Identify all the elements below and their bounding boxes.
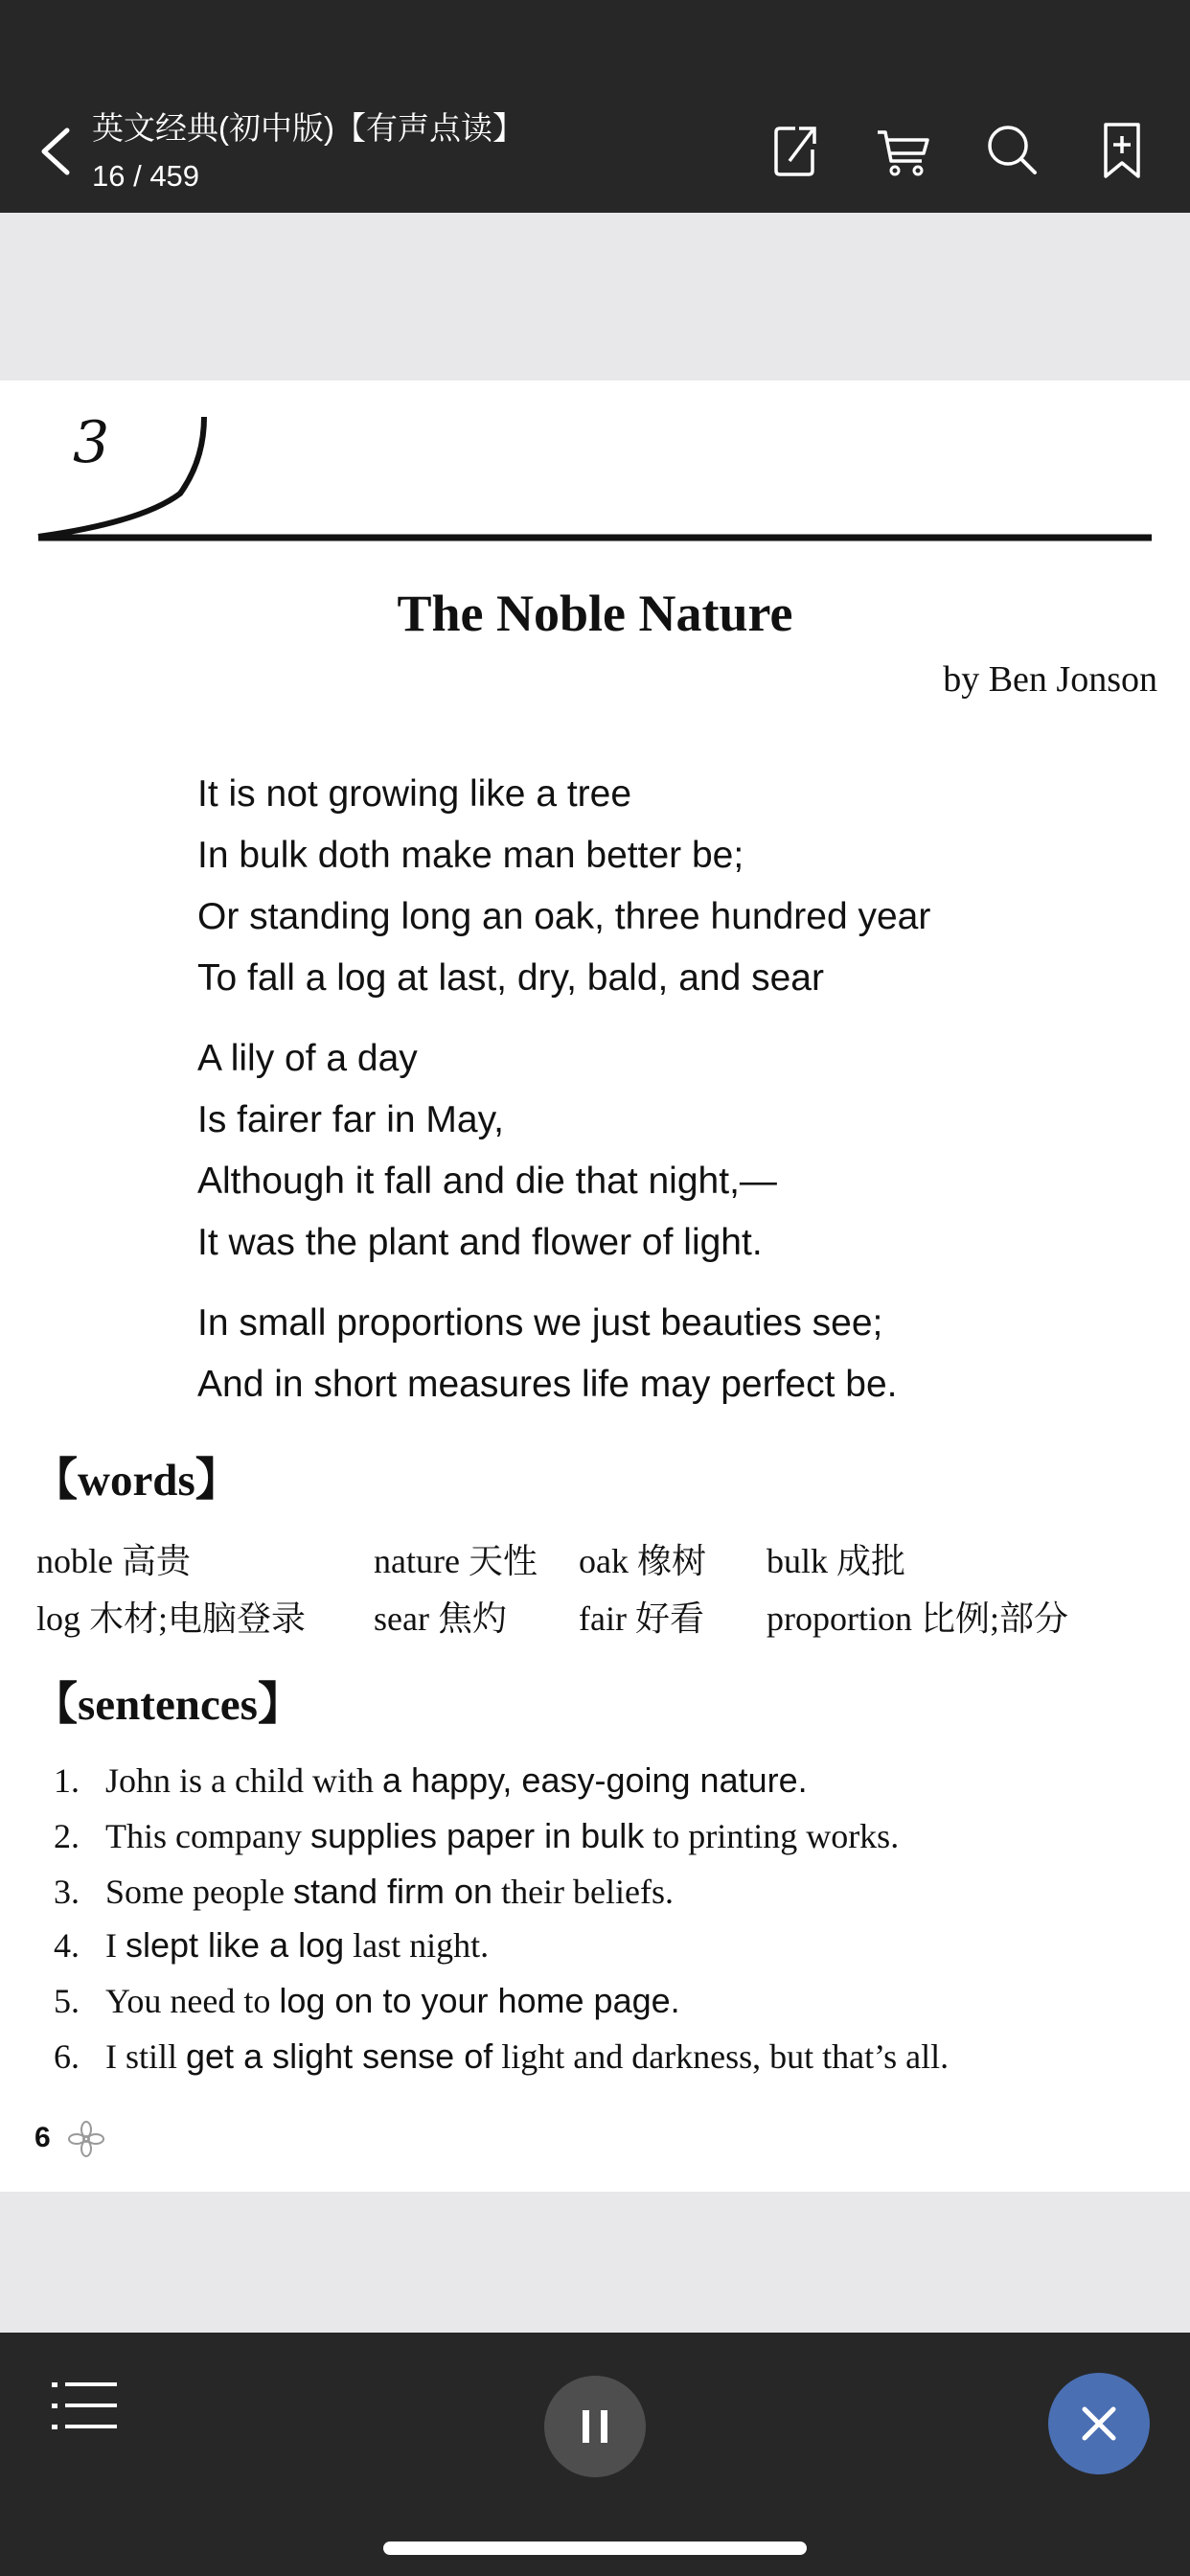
sentence-text: I — [105, 1926, 126, 1965]
bottom-bar — [0, 2333, 1190, 2576]
poem-line[interactable]: In bulk doth make man better be; — [197, 835, 744, 876]
back-icon — [29, 117, 86, 184]
sentence-phrase: supplies paper in bulk — [309, 1816, 645, 1855]
page-margin-top — [0, 213, 1190, 380]
book-title: 英文经典(初中版)【有声点读】 — [92, 110, 524, 146]
sentence-number: 6. — [54, 2037, 80, 2076]
sentence-number: 2. — [54, 1817, 80, 1855]
poem-line[interactable]: Or standing long an oak, three hundred year — [197, 896, 931, 937]
cart-button[interactable] — [874, 115, 933, 184]
sentence-text: their beliefs. — [492, 1873, 674, 1911]
share-icon — [767, 115, 826, 184]
stanza-1 — [197, 764, 930, 1009]
sentence-text: last night. — [344, 1926, 490, 1965]
sentence-text: light and darkness, but that’s all. — [492, 2037, 950, 2076]
sentence-text: John is a child with — [105, 1761, 382, 1800]
sentence-phrase: slept like a log — [126, 1925, 345, 1965]
top-bar — [0, 0, 1190, 213]
stanza-3 — [197, 1293, 930, 1415]
page-number: 6 — [34, 2122, 51, 2153]
sentence-phrase: log on to your home page. — [279, 1981, 680, 2020]
word-entry[interactable]: noble 高贵 — [36, 1542, 191, 1580]
poem-title: The Noble Nature — [397, 585, 793, 642]
word-entry[interactable]: log 木材;电脑登录 — [36, 1599, 307, 1638]
chapter-divider — [36, 417, 1157, 551]
word-entry[interactable]: sear 焦灼 — [374, 1599, 507, 1638]
poem-line[interactable]: In small proportions we just beauties see; — [197, 1302, 883, 1344]
chapter-number: 3 — [73, 409, 110, 476]
sentence-text: Some people — [105, 1873, 293, 1911]
poem-line[interactable]: A lily of a day — [197, 1038, 418, 1079]
word-entry[interactable]: nature 天性 — [374, 1542, 538, 1580]
sentences-heading: 【sentences】 — [33, 1680, 303, 1730]
sentence-item[interactable] — [54, 1981, 680, 2021]
search-button[interactable] — [983, 115, 1042, 184]
sentence-number: 1. — [54, 1761, 80, 1800]
bookmark-add-button[interactable] — [1092, 115, 1152, 184]
close-icon — [1048, 2373, 1150, 2474]
poem-line[interactable]: It was the plant and flower of light. — [197, 1222, 763, 1263]
sentence-item[interactable] — [54, 2036, 949, 2077]
page-margin-bottom — [0, 2192, 1190, 2333]
poem-line[interactable]: Is fairer far in May, — [197, 1099, 505, 1140]
sentence-text: I still — [105, 2037, 187, 2076]
page-counter: 16 / 459 — [92, 159, 200, 193]
sentence-phrase: stand firm on — [292, 1872, 493, 1911]
list-icon — [50, 2379, 119, 2434]
poem-line[interactable]: Although it fall and die that night,— — [197, 1161, 777, 1202]
pause-icon — [544, 2376, 646, 2477]
close-button[interactable] — [1048, 2373, 1150, 2474]
word-entry[interactable]: proportion 比例;部分 — [767, 1599, 1068, 1638]
search-icon — [983, 115, 1042, 184]
sentence-phrase: get a slight sense of — [186, 2036, 493, 2076]
home-indicator — [383, 2542, 807, 2555]
word-entry[interactable]: bulk 成批 — [767, 1542, 906, 1580]
book-page[interactable] — [0, 380, 1190, 2192]
poem-line[interactable]: And in short measures life may perfect be. — [197, 1364, 898, 1405]
sentence-number: 3. — [54, 1873, 80, 1911]
sentence-number: 4. — [54, 1926, 80, 1965]
sentence-item[interactable] — [54, 1816, 899, 1856]
sentence-item[interactable] — [54, 1872, 674, 1912]
sentence-item[interactable] — [54, 1760, 808, 1801]
bookmark-add-icon — [1092, 115, 1152, 184]
sentence-item[interactable] — [54, 1925, 489, 1966]
pause-button[interactable] — [544, 2376, 646, 2477]
back-button[interactable] — [29, 117, 86, 184]
poem-line[interactable]: To fall a log at last, dry, bald, and sear — [197, 957, 824, 999]
sentence-text: to printing works. — [644, 1817, 900, 1855]
word-entry[interactable]: fair 好看 — [579, 1599, 704, 1638]
sentence-phrase: a happy, easy-going nature. — [381, 1760, 808, 1800]
contents-button[interactable] — [50, 2379, 119, 2434]
poem-author: by Ben Jonson — [943, 659, 1157, 700]
sentence-number: 5. — [54, 1982, 80, 2020]
sentence-text: You need to — [105, 1982, 280, 2020]
poem-line[interactable]: It is not growing like a tree — [197, 773, 632, 815]
stanza-2 — [197, 1028, 930, 1274]
poem-body[interactable] — [197, 764, 930, 1435]
flower-ornament-icon — [67, 2120, 105, 2158]
sentence-text: This company — [105, 1817, 310, 1855]
cart-icon — [874, 115, 933, 184]
words-heading: 【words】 — [33, 1456, 240, 1506]
word-entry[interactable]: oak 橡树 — [579, 1542, 706, 1580]
share-button[interactable] — [767, 115, 826, 184]
